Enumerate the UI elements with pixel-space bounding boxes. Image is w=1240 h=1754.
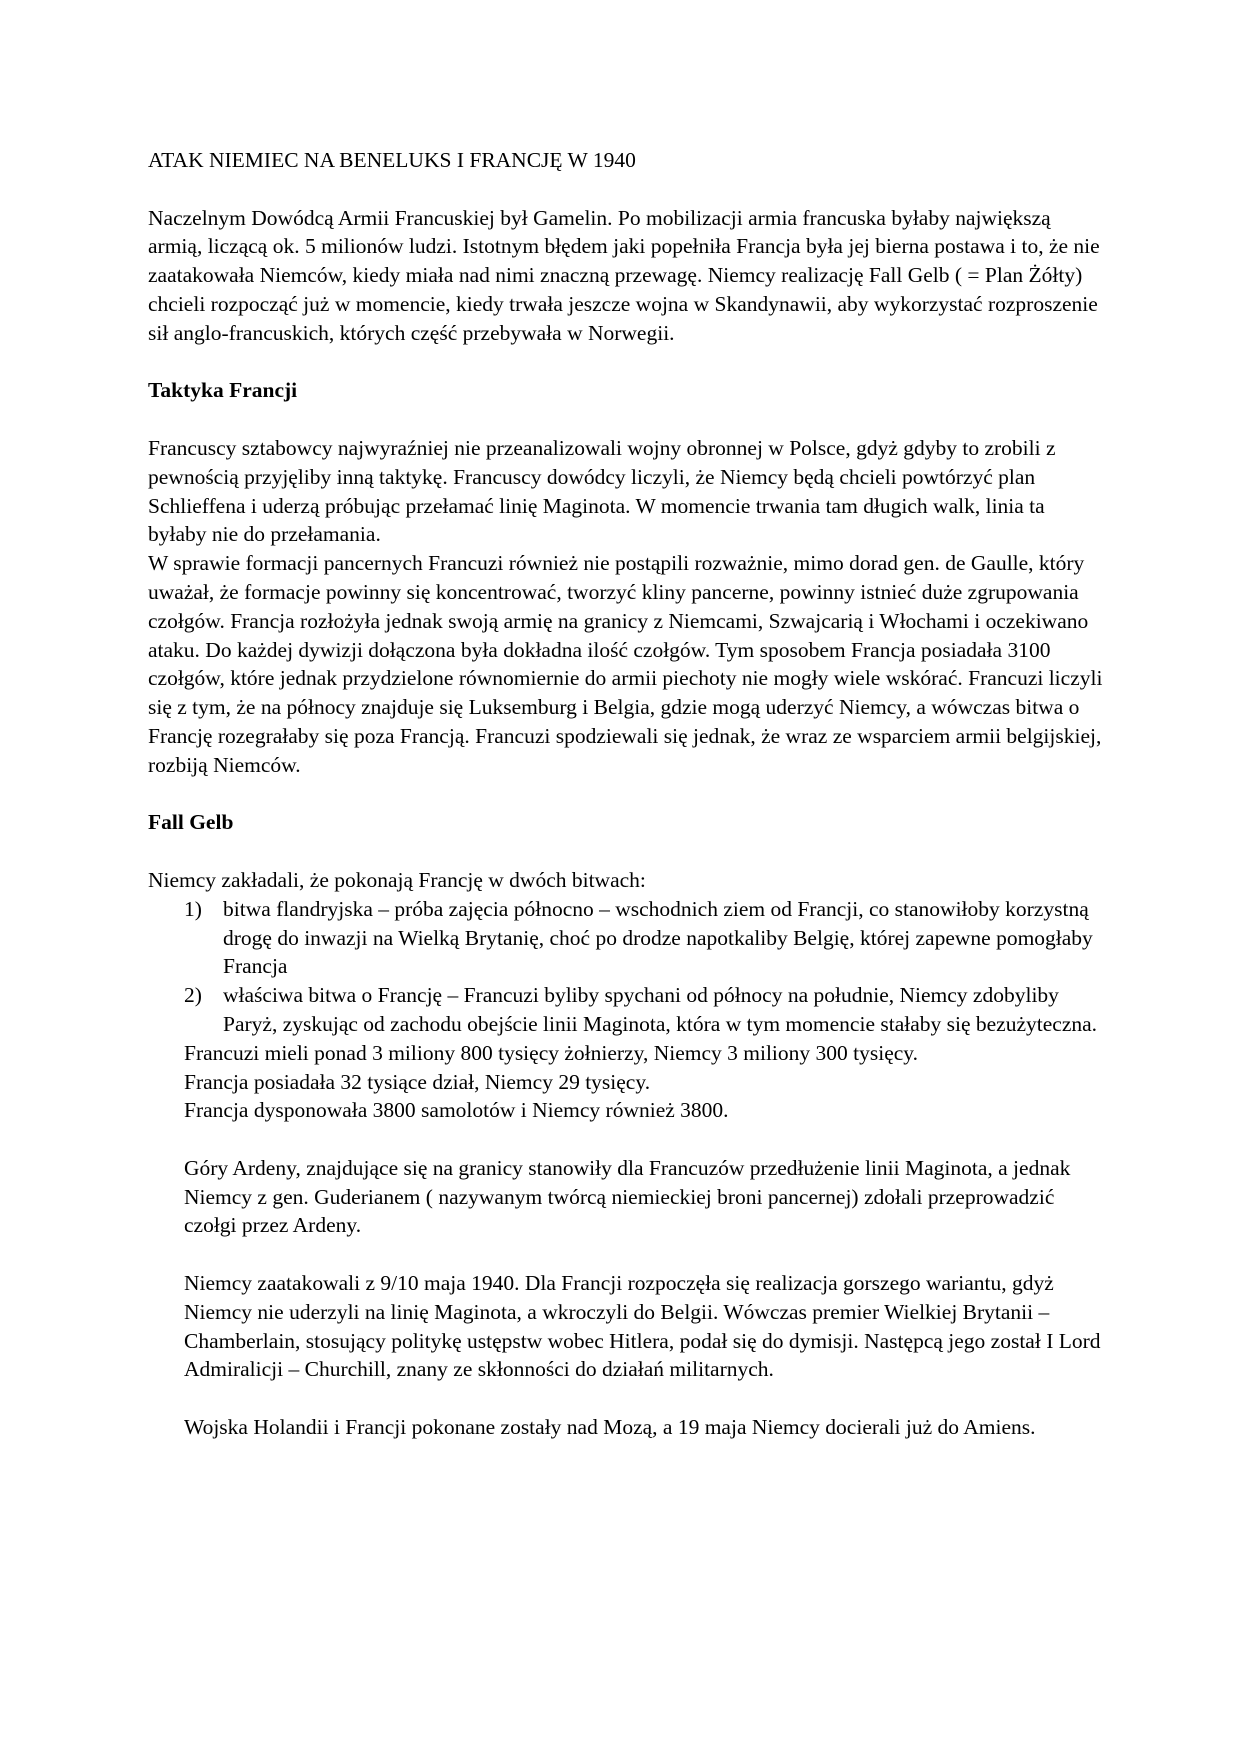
list-item-text: bitwa flandryjska – próba zajęcia północno – wschodnich ziem od Francji, co stanowiłoby korzystną drogę do inwazji na Wielką Brytanię, choć po drodze napotkaliby Belgię, której zapewne pomogłaby Francja xyxy=(223,896,1093,979)
list-item-number: 1) xyxy=(184,896,202,921)
list-item xyxy=(148,981,1103,1039)
battles-list xyxy=(148,895,1103,1039)
list-item xyxy=(148,895,1103,981)
document-title: ATAK NIEMIEC NA BENELUKS I FRANCJĘ W 1940 xyxy=(148,148,636,172)
stat-soldiers: Francuzi mieli ponad 3 miliony 800 tysięcy żołnierzy, Niemcy 3 miliony 300 tysięcy. xyxy=(184,1040,919,1065)
spacer xyxy=(148,837,1103,866)
tactics-paragraph-2: W sprawie formacji pancernych Francuzi również nie postąpili rozważnie, mimo dorad gen. de Gaulle, który uważał, że formacje powinny się koncentrować, tworzyć kliny pancerne, powinny istnieć duże zgrupowania czołgów. Francja rozłożyła jednak swoją armię na granicy z Niemcami, Szwajcarią i Włochami i oczekiwano ataku. Do każdej dywizji dołączona była dokładna ilość czołgów. Tym sposobem Francja posiadała 3100 czołgów, które jednak przydzielone równomiernie do armii piechoty nie mogły wiele wskórać. Francuzi liczyli się z tym, że na północy znajduje się Luksemburg i Belgia, gdzie mogą uderzyć Niemcy, a wówczas bitwa o Francję rozegrałaby się poza Francją. Francuzi spodziewali się jednak, że wraz ze wsparciem armii belgijskiej, rozbiją Niemców. xyxy=(148,551,1103,777)
spacer xyxy=(148,348,1103,377)
spacer xyxy=(184,1384,1103,1413)
meuse-paragraph: Wojska Holandii i Francji pokonane zostały nad Mozą, a 19 maja Niemcy docierali już do Amiens. xyxy=(184,1415,1036,1440)
spacer xyxy=(148,780,1103,809)
attack-paragraph: Niemcy zaatakowali z 9/10 maja 1940. Dla Francji rozpoczęła się realizacja gorszego wariantu, gdyż Niemcy nie uderzyli na linię Maginota, a wkroczyli do Belgii. Wówczas premier Wielkiej Brytanii – Chamberlain, stosujący politykę ustępstw wobec Hitlera, podał się do dymisji. Następcą jego został I Lord Admiralicji – Churchill, znany ze skłonności do działań militarnych. xyxy=(184,1271,1101,1382)
spacer xyxy=(184,1240,1103,1269)
stat-artillery: Francja posiadała 32 tysiące dział, Niemcy 29 tysięcy. xyxy=(184,1069,651,1094)
spacer xyxy=(148,405,1103,434)
list-item-number: 2) xyxy=(184,983,202,1008)
spacer xyxy=(184,1125,1103,1154)
tactics-paragraph-1: Francuscy sztabowcy najwyraźniej nie przeanalizowali wojny obronnej w Polsce, gdyż gdyby to zrobili z pewnością przyjęliby inną taktykę. Francuscy dowódcy liczyli, że Niemcy będą chcieli powtórzyć plan Schlieffena i uderzą próbując przełamać linię Maginota. W momencie trwania tam długich walk, linia ta byłaby nie do przełamania. xyxy=(148,435,1056,547)
stat-aircraft: Francja dysponowała 3800 samolotów i Niemcy również 3800. xyxy=(184,1098,729,1123)
fall-gelb-lead: Niemcy zakładali, że pokonają Francję w dwóch bitwach: xyxy=(148,867,646,892)
indented-block xyxy=(148,1039,1103,1442)
ardennes-paragraph: Góry Ardeny, znajdujące się na granicy stanowiły dla Francuzów przedłużenie linii Maginota, a jednak Niemcy z gen. Guderianem ( nazywanym twórcą niemieckiej broni pancernej) zdołali przeprowadzić czołgi przez Ardeny. xyxy=(184,1155,1071,1238)
section-heading-fall-gelb: Fall Gelb xyxy=(148,810,234,835)
intro-paragraph: Naczelnym Dowódcą Armii Francuskiej był Gamelin. Po mobilizacji armia francuska byłaby największą armią, liczącą ok. 5 milionów ludzi. Istotnym błędem jaki popełniła Francja była jej bierna postawa i to, że nie zaatakowała Niemców, kiedy miała nad nimi znaczną przewagę. Niemcy realizację Fall Gelb ( = Plan Żółty) chcieli rozpocząć już w momencie, kiedy trwała jeszcze wojna w Skandynawii, aby wykorzystać rozproszenie sił anglo-francuskich, których część przebywała w Norwegii. xyxy=(148,205,1100,345)
list-item-text: właściwa bitwa o Francję – Francuzi byliby spychani od północy na południe, Niemcy zdobyliby Paryż, zyskując od zachodu obejście linii Maginota, która w tym momencie stałaby się bezużyteczna. xyxy=(223,983,1098,1036)
section-heading-tactics: Taktyka Francji xyxy=(148,378,298,403)
document-body xyxy=(148,146,1103,1442)
